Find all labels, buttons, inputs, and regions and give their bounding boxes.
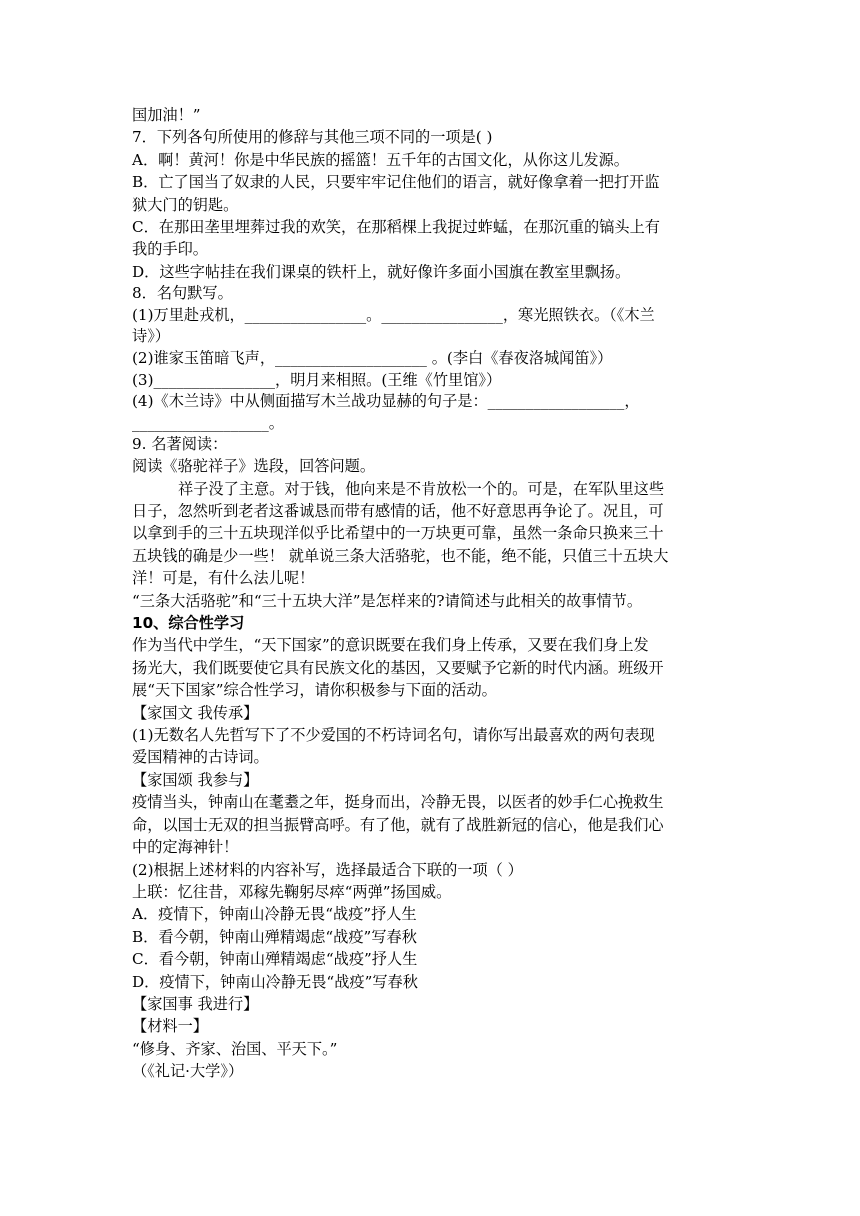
couplet-upper: 上联：忆往昔，邓稼先鞠躬尽瘁“两弹”扬国威。 [132,882,452,901]
option-b: B．看今朝，钟南山殚精竭虑“战疫”写春秋 [132,927,417,946]
question-9: 9. 名著阅读： [132,435,228,454]
subsection-title: 【家国事 我进行】 [132,994,259,1013]
text-line: 中的定海神针！ [132,838,239,857]
text-line: 狱大门的钥匙。 [132,195,239,214]
sub-question-1: (1)无数名人先哲写下了不少爱国的不朽诗词名句，请你写出最喜欢的两句表现 [132,726,655,745]
option-d: D．疫情下，钟南山冷静无畏“战疫”写春秋 [132,972,418,991]
fill-blank-2: (2)谁家玉笛暗飞声，____________________ 。(李白《春夜洛城闻笛》） [132,349,613,368]
passage-line: 日子，忽然听到老者这番诚恳而带有感情的话，他不好意思再争论了。况且，可 [132,502,664,520]
text-line: 诗》） [132,327,170,346]
fill-blank-1: (1)万里赴戎机，________________。________________，寒光照铁衣。（《木兰 [132,305,655,324]
option-a: A．啊！黄河！你是中华民族的摇篮！五千年的古国文化，从你这儿发源。 [132,150,629,169]
reading-instruction: 阅读《骆驼祥子》选段，回答问题。 [132,457,375,475]
passage-line: 以拿到手的三十五块现洋似乎比希望中的一万块更可靠，虽然一条命只换来三十 [132,524,664,543]
fill-blank-3: (3)________________，明月来相照。(王维《竹里馆》） [132,370,502,389]
fill-blank-4: (4)《木兰诗》中从侧面描写木兰战功显赫的句子是：__________________， [132,392,640,411]
passage-line: 五块钱的确是少一些！ 就单说三条大活骆驼，也不能，绝不能，只值三十五块大 [132,546,669,565]
section-heading: 10、综合性学习 [132,614,245,633]
option-c: C．在那田垄里埋葬过我的欢笑，在那稻棵上我捉过蚱蜢，在那沉重的镐头上有 [132,218,660,237]
quote-source: （《礼记·大学》） [132,1062,244,1081]
question-7: 7．下列各句所使用的修辞与其他三项不同的一项是( ) [132,128,493,147]
reading-question: “三条大活骆驼”和“三十五块大洋”是怎样来的?请简述与此相关的故事情节。 [132,591,643,610]
text-line: 展“天下国家”综合性学习，请你积极参与下面的活动。 [132,681,497,700]
text-line: 扬光大，我们既要使它具有民族文化的基因，又要赋予它新的时代内涵。班级开 [132,658,664,677]
material-title: 【材料一】 [132,1017,208,1036]
text-line: 爱国精神的古诗词。 [132,748,269,767]
text-line: __________________。 [132,413,284,432]
sub-question-2: (2)根据上述材料的内容补写，选择最适合下联的一项（ ） [132,860,523,879]
text-line: 我的手印。 [132,240,208,259]
question-8: 8．名句默写。 [132,284,233,303]
subsection-title: 【家国文 我传承】 [132,703,259,722]
text-line: 作为当代中学生，“天下国家”的意识既要在我们身上传承，又要在我们身上发 [132,636,649,655]
document-page [132,104,737,1083]
text-line: 命，以国士无双的担当振臂高呼。有了他，就有了战胜新冠的信心，他是我们心 [132,815,664,834]
text-line: 疫情当头，钟南山在耄耋之年，挺身而出，冷静无畏，以医者的妙手仁心挽救生 [132,793,664,812]
option-a: A．疫情下，钟南山冷静无畏“战疫”抒人生 [132,905,417,924]
option-b: B．亡了国当了奴隶的人民，只要牢牢记住他们的语言，就好像拿着一把打开监 [132,173,660,192]
passage-line: 祥子没了主意。对于钱，他向来是不肯放松一个的。可是，在军队里这些 [178,479,664,498]
option-d: D．这些字帖挂在我们课桌的铁杆上，就好像许多面小国旗在教室里飘扬。 [132,262,631,281]
passage-line: 洋！可是，有什么法儿呢！ [132,569,315,588]
subsection-title: 【家国颂 我参与】 [132,770,259,789]
text-line: 国加油！” [132,106,201,124]
quote: “修身、齐家、治国、平天下。” [132,1039,338,1058]
option-c: C．看今朝，钟南山殚精竭虑“战疫”抒人生 [132,950,418,969]
